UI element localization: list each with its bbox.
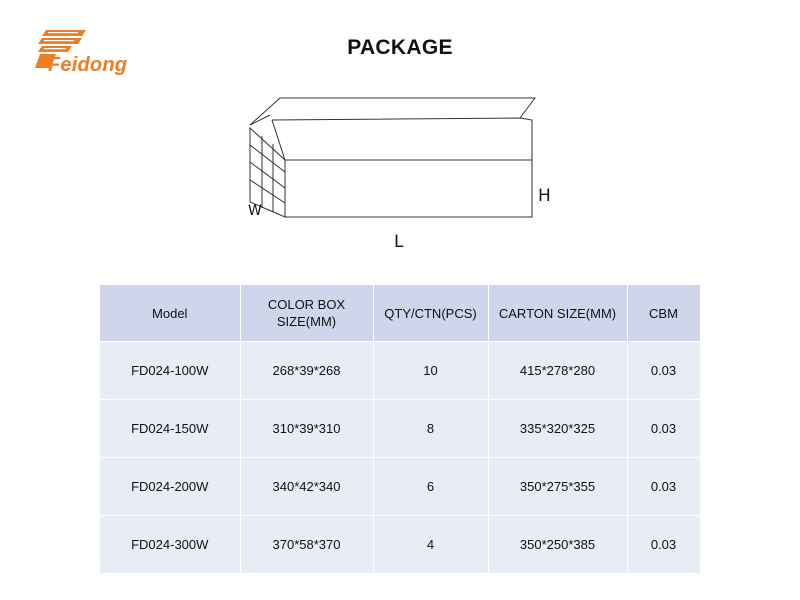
cell-model: FD024-200W: [100, 458, 240, 516]
cell-color-box-size: 268*39*268: [240, 342, 373, 400]
cell-carton-size: 350*250*385: [488, 516, 627, 574]
cell-cbm: 0.03: [627, 400, 700, 458]
cell-qty-ctn: 8: [373, 400, 488, 458]
cell-model: FD024-100W: [100, 342, 240, 400]
logo-wordmark: Feidong: [48, 54, 128, 76]
box-front-face: [285, 160, 532, 217]
cell-carton-size: 350*275*355: [488, 458, 627, 516]
table-row: [100, 516, 700, 574]
height-label: H: [538, 186, 551, 206]
page-title: PACKAGE: [347, 36, 453, 59]
package-table: [100, 285, 701, 574]
cell-color-box-size: 370*58*370: [240, 516, 373, 574]
cell-qty-ctn: 4: [373, 516, 488, 574]
header-color-box-size: COLOR BOX SIZE(MM): [240, 285, 373, 342]
cell-carton-size: 335*320*325: [488, 400, 627, 458]
cell-cbm: 0.03: [627, 458, 700, 516]
cell-qty-ctn: 6: [373, 458, 488, 516]
table-row: [100, 458, 700, 516]
box-top-flap: [272, 118, 532, 160]
length-label: L: [394, 232, 404, 252]
cell-cbm: 0.03: [627, 342, 700, 400]
package-box-diagram: [240, 90, 570, 255]
cell-cbm: 0.03: [627, 516, 700, 574]
header-qty-ctn: QTY/CTN(PCS): [373, 285, 488, 342]
cell-qty-ctn: 10: [373, 342, 488, 400]
cell-color-box-size: 340*42*340: [240, 458, 373, 516]
cell-model: FD024-150W: [100, 400, 240, 458]
table-header-row: [100, 285, 700, 342]
cell-model: FD024-300W: [100, 516, 240, 574]
header-carton-size: CARTON SIZE(MM): [488, 285, 627, 342]
cell-carton-size: 415*278*280: [488, 342, 627, 400]
header-model: Model: [100, 285, 240, 342]
header-cbm: CBM: [627, 285, 700, 342]
table-row: [100, 400, 700, 458]
cell-color-box-size: 310*39*310: [240, 400, 373, 458]
width-label: W: [248, 203, 262, 219]
box-back-flap: [250, 98, 535, 125]
table-row: [100, 342, 700, 400]
